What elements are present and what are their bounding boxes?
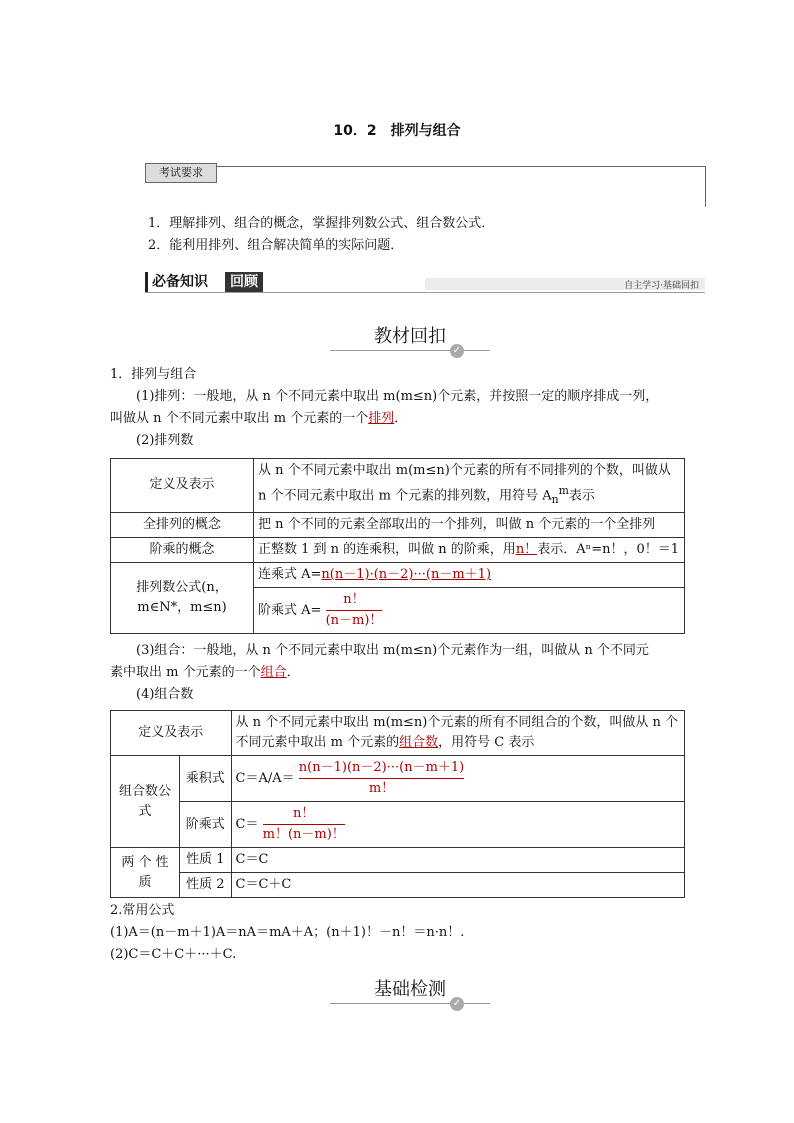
knowledge-bar: [145, 272, 705, 293]
paragraph: (3)组合：一般地，从 n 个不同元素中取出 m(m≤n)个元素作为一组，叫做从 n 个不同元 素中取出 m 个元素的一个组合． (4)组合数: [110, 643, 649, 702]
requirement-item: 1．理解排列、组合的概念，掌握排列数公式、组合数公式．: [148, 216, 495, 231]
requirements-box: [145, 166, 706, 207]
requirement-item: 2．能利用排列、组合解决简单的实际问题．: [148, 238, 404, 253]
paragraph: 1．排列与组合 (1)排列：一般地，从 n 个不同元素中取出 m(m≤n)个元素，并按照一定的顺序排成一列， 叫做从 n 个不同元素中取出 m 个元素的一个排列． (2)排列数: [110, 367, 659, 448]
bar-subtitle: 自主学习·基础回扣: [624, 281, 699, 291]
section-heading: 教材回扣 ✓: [330, 322, 490, 348]
requirements-tab: 考试要求: [145, 163, 217, 183]
requirements-list: [148, 213, 494, 257]
page-title: 10．2 排列与组合: [333, 123, 461, 139]
check-icon: ✓: [450, 344, 464, 358]
permutation-table: 定义及表示 从 n 个不同元素中取出 m(m≤n)个元素的所有不同排列的个数，叫做从 n 个不同元素中取出 m 个元素的排列数，用符号 $A_n^m$表示 全排列的概念 把 n 个不同的元素全部取出的一个排列，叫做 n 个元素的一个全排列 阶乘的概念 正整数 1 到 n 的连乘积，叫做 n 的阶乘，用n！表示．Aⁿ=n！，0！＝1 排列数公式(n，m∈N*，m≤n) 连乘式 A=n(n－1)·(n－2)···(n－m＋1) 阶乘式 A= $\frac{n!}{(n-m)!}$: [110, 458, 685, 634]
section-heading: 基础检测 ✓: [330, 975, 490, 1001]
combination-table: 定义及表示 从 n 个不同元素中取出 m(m≤n)个元素的所有不同组合的个数，叫做从 n 个不同元素中取出 m 个元素的组合数，用符号 C 表示 组合数公式 乘积式 C＝A/A＝ $\frac{n(n-1)(n-2)\cdot\cdot\cdot(n-m+1)}{m!}$ 阶乘式 C＝ $\frac{n!}{m!(n-m)!}$ 两 个 性 质 性质 1 C＝C 性质 2 C＝C＋C: [110, 710, 685, 898]
paragraph: 2.常用公式 (1)A＝(n－m＋1)A＝nA＝mA＋A；(n＋1)！－n！＝n·n！. (2)C＝C＋C＋···＋C.: [110, 903, 465, 962]
check-icon: ✓: [450, 997, 464, 1011]
review-label: 回顾: [225, 272, 263, 292]
knowledge-label: 必备知识: [145, 272, 212, 292]
